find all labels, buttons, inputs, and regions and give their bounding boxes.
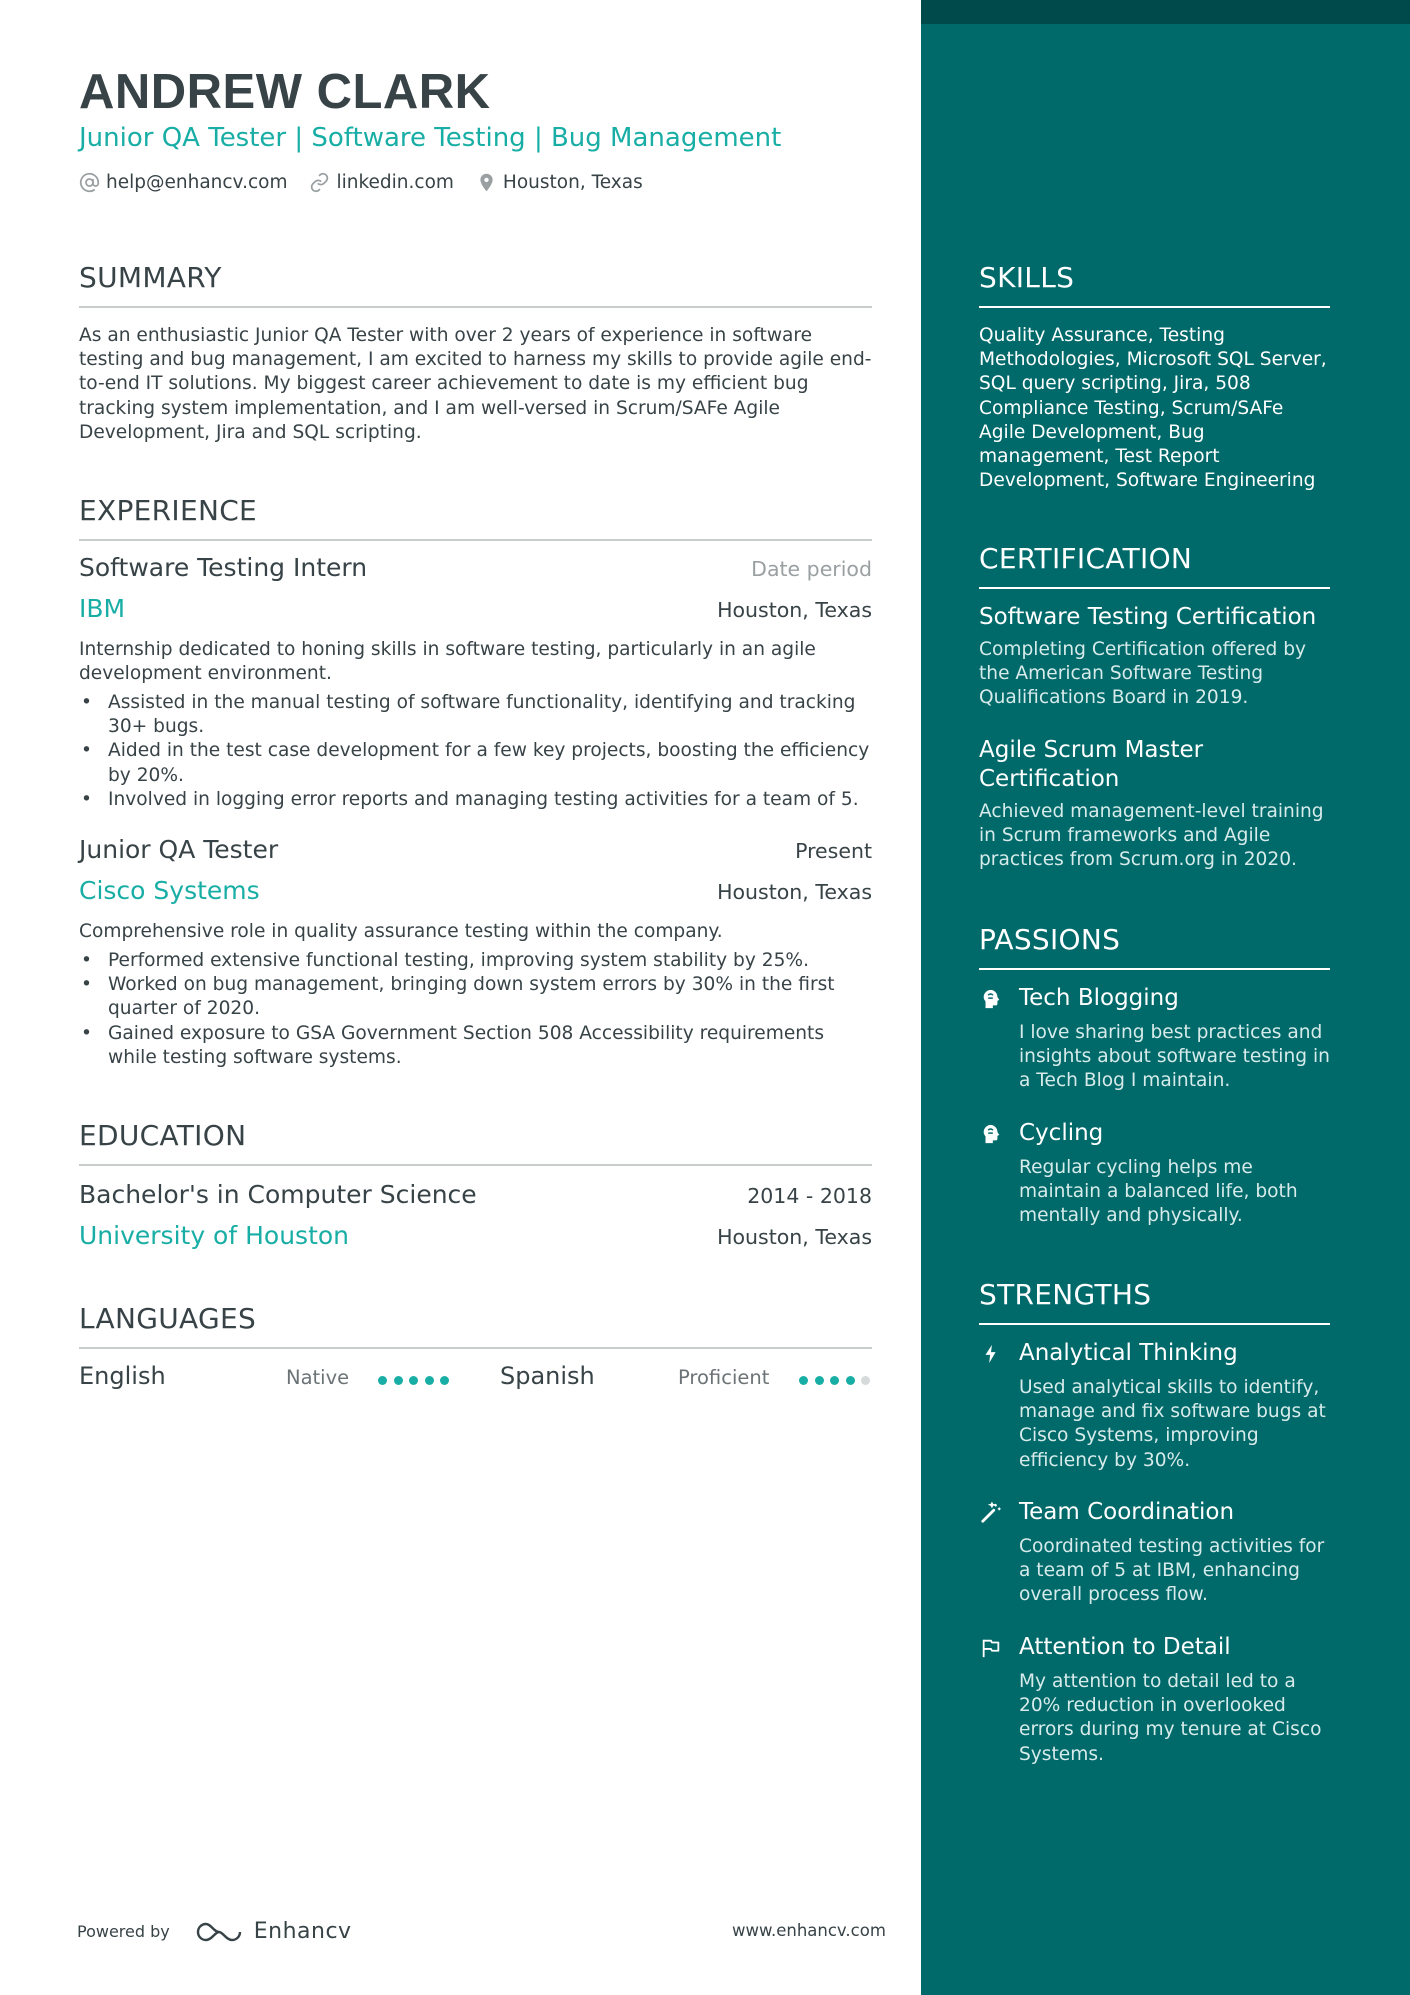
job-date: Present bbox=[795, 839, 872, 863]
proficiency-dot-filled bbox=[830, 1376, 839, 1385]
summary-heading: SUMMARY bbox=[79, 258, 872, 308]
job-description: Internship dedicated to honing skills in software testing, particularly in an agile development environment. bbox=[79, 639, 816, 685]
proficiency-dot-filled bbox=[394, 1376, 403, 1385]
strength-description: My attention to detail led to a 20% reduction in overlooked errors during my tenure at Cisco Systems. bbox=[1019, 1671, 1322, 1765]
passion-description: I love sharing best practices and insights about software testing in a Tech Blog I maintain. bbox=[1019, 1022, 1330, 1092]
job-title: Software Testing Intern bbox=[79, 553, 368, 582]
flag-icon bbox=[980, 1637, 1002, 1659]
job-2-company-row bbox=[79, 876, 872, 905]
job-2-bullets bbox=[79, 949, 872, 1070]
list-item: • Assisted in the manual testing of software functionality, identifying and tracking 30+ bugs. bbox=[79, 691, 872, 739]
degree: Bachelor's in Computer Science bbox=[79, 1180, 477, 1209]
link-icon bbox=[309, 172, 330, 193]
sidebar bbox=[921, 0, 1410, 1995]
contact-email[interactable] bbox=[79, 172, 287, 193]
education-school-row bbox=[79, 1221, 872, 1250]
company-name: Cisco Systems bbox=[79, 876, 260, 905]
job-date: Date period bbox=[751, 557, 872, 581]
proficiency-dot-filled bbox=[440, 1376, 449, 1385]
language-proficiency-dots bbox=[799, 1376, 877, 1385]
list-item: • Aided in the test case development for a few key projects, boosting the efficiency by 20%. bbox=[79, 739, 872, 787]
proficiency-dot-filled bbox=[815, 1376, 824, 1385]
proficiency-dot-filled bbox=[409, 1376, 418, 1385]
email-text: help@enhancv.com bbox=[106, 172, 288, 193]
skills-heading: SKILLS bbox=[979, 258, 1330, 308]
strength-description: Used analytical skills to identify, manage and fix software bugs at Cisco Systems, improving efficiency by 30%. bbox=[1019, 1377, 1326, 1471]
education-header bbox=[79, 1180, 872, 1209]
brain-head-icon bbox=[980, 988, 1002, 1010]
certification-description: Achieved management-level training in Scrum frameworks and Agile practices from Scrum.org in 2020. bbox=[979, 801, 1324, 871]
job-2-header bbox=[79, 835, 872, 864]
powered-by bbox=[77, 1919, 352, 1944]
at-sign-icon bbox=[79, 172, 100, 193]
language-level: Proficient bbox=[678, 1366, 770, 1389]
magic-wand-icon bbox=[980, 1502, 1002, 1524]
school-location: Houston, Texas bbox=[717, 1225, 872, 1249]
location-text: Houston, Texas bbox=[502, 172, 643, 193]
language-level: Native bbox=[286, 1366, 350, 1389]
certification-description: Completing Certification offered by the American Software Testing Qualifications Board in 2019. bbox=[979, 639, 1307, 709]
job-title: Junior QA Tester bbox=[79, 835, 279, 864]
strength-name: Attention to Detail bbox=[1019, 1634, 1231, 1660]
enhancv-logo[interactable] bbox=[196, 1919, 352, 1944]
education-dates: 2014 - 2018 bbox=[747, 1184, 872, 1208]
brand-name: Enhancv bbox=[253, 1919, 352, 1944]
strength-name: Analytical Thinking bbox=[1019, 1340, 1238, 1366]
strengths-heading: STRENGTHS bbox=[979, 1275, 1330, 1325]
job-location: Houston, Texas bbox=[717, 598, 872, 622]
skills-text: Quality Assurance, Testing Methodologies, Microsoft SQL Server, SQL query scripting, Jira, 508 Compliance Testing, Scrum/SAFe Agile Development, Bug management, Test Report Development, Software Engineering bbox=[979, 325, 1327, 492]
passion-name: Cycling bbox=[1019, 1120, 1104, 1146]
strength-name: Team Coordination bbox=[1019, 1499, 1235, 1525]
linkedin-text: linkedin.com bbox=[336, 172, 454, 193]
job-1-company-row bbox=[79, 594, 872, 623]
school-name: University of Houston bbox=[79, 1221, 350, 1250]
map-pin-icon bbox=[476, 172, 497, 193]
proficiency-dot-filled bbox=[799, 1376, 808, 1385]
powered-by-label: Powered by bbox=[77, 1922, 170, 1941]
proficiency-dot-empty bbox=[861, 1376, 870, 1385]
summary-text: As an enthusiastic Junior QA Tester with over 2 years of experience in software testing and bug management, I am excited to harness my skills to provide agile end-to-end IT solutions. My biggest career achievement to date is my efficient bug tracking system implementation, and I am well-versed in Scrum/SAFe Agile Development, Jira and SQL scripting. bbox=[79, 325, 872, 443]
job-1-bullets bbox=[79, 691, 872, 812]
passion-name: Tech Blogging bbox=[1019, 985, 1179, 1011]
language-proficiency-dots bbox=[378, 1376, 456, 1385]
job-location: Houston, Texas bbox=[717, 880, 872, 904]
contact-linkedin[interactable] bbox=[309, 172, 453, 193]
company-name: IBM bbox=[79, 594, 126, 623]
job-1-header bbox=[79, 553, 872, 582]
headline: Junior QA Tester | Software Testing | Bug Management bbox=[79, 123, 782, 153]
website-link[interactable]: www.enhancv.com bbox=[732, 1921, 886, 1940]
proficiency-dot-filled bbox=[378, 1376, 387, 1385]
passion-description: Regular cycling helps me maintain a balanced life, both mentally and physically. bbox=[1019, 1157, 1298, 1227]
brain-head-icon bbox=[980, 1123, 1002, 1145]
languages-heading: LANGUAGES bbox=[79, 1299, 872, 1349]
languages-row bbox=[79, 1362, 872, 1394]
enhancv-logo-icon bbox=[196, 1920, 242, 1944]
lightning-icon bbox=[980, 1343, 1002, 1365]
passions-heading: PASSIONS bbox=[979, 920, 1330, 970]
certification-name: Software Testing Certification bbox=[979, 604, 1317, 630]
experience-heading: EXPERIENCE bbox=[79, 491, 872, 541]
sidebar-top-bar bbox=[921, 0, 1410, 24]
certification-heading: CERTIFICATION bbox=[979, 539, 1330, 589]
language-name: Spanish bbox=[500, 1362, 595, 1390]
language-name: English bbox=[79, 1362, 166, 1390]
contact-bar bbox=[79, 172, 665, 193]
strength-description: Coordinated testing activities for a team of 5 at IBM, enhancing overall process flow. bbox=[1019, 1536, 1325, 1606]
proficiency-dot-filled bbox=[846, 1376, 855, 1385]
list-item: • Performed extensive functional testing, improving system stability by 25%. bbox=[79, 949, 872, 973]
proficiency-dot-filled bbox=[425, 1376, 434, 1385]
list-item: • Involved in logging error reports and managing testing activities for a team of 5. bbox=[79, 788, 872, 812]
education-heading: EDUCATION bbox=[79, 1116, 872, 1166]
certification-name: Agile Scrum Master Certification bbox=[979, 737, 1204, 792]
job-description: Comprehensive role in quality assurance testing within the company. bbox=[79, 921, 723, 942]
list-item: • Worked on bug management, bringing down system errors by 30% in the first quarter of 2020. bbox=[79, 973, 872, 1021]
list-item: • Gained exposure to GSA Government Section 508 Accessibility requirements while testing software systems. bbox=[79, 1022, 872, 1070]
contact-location bbox=[476, 172, 643, 193]
candidate-name: ANDREW CLARK bbox=[79, 65, 491, 119]
